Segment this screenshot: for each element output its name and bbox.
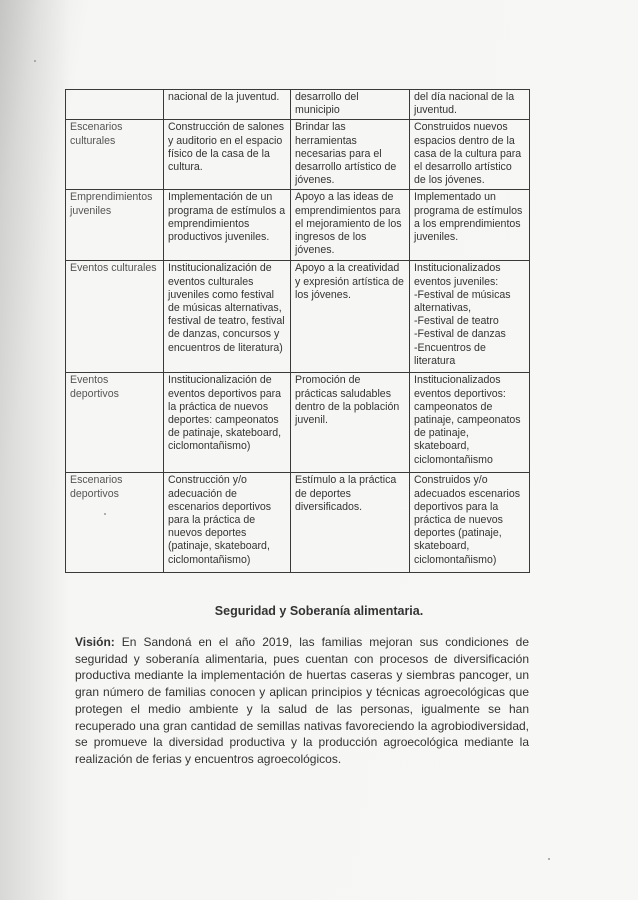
category-cell [66,90,164,120]
scan-speck [104,513,106,515]
table-row [66,261,530,373]
scan-speck [34,60,36,62]
program-cell: Institucionalización de eventos deportivos para la práctica de nuevos deportes: campeonatos de patinaje, skateboard, ciclomontañismo) [164,373,291,473]
goal-cell: del día nacional de la juventud. [410,90,530,120]
program-cell: nacional de la juventud. [164,90,291,120]
scan-speck [548,858,550,860]
page-fold-shadow [0,0,70,900]
table-row [66,190,530,261]
objective-cell: Apoyo a las ideas de emprendimientos para el mejoramiento de los ingresos de los jóvenes. [291,190,410,261]
objective-cell: Promoción de prácticas saludables dentro de la población juvenil. [291,373,410,473]
objective-cell: Apoyo a la creatividad y expresión artística de los jóvenes. [291,261,410,373]
category-cell: Escenarios culturales [66,120,164,190]
category-cell: Eventos culturales [66,261,164,373]
table-row [66,373,530,473]
youth-plan-table [65,89,530,573]
section-title: Seguridad y Soberanía alimentaria. [214,604,424,618]
category-cell: Eventos deportivos [66,373,164,473]
category-cell: Escenarios deportivos [66,473,164,573]
program-cell: Construcción de salones y auditorio en el espacio físico de la casa de la cultura. [164,120,291,190]
category-cell: Emprendimientos juveniles [66,190,164,261]
program-cell: Construcción y/o adecuación de escenarios deportivos para la práctica de nuevos deportes (patinaje, skateboard, ciclomontañismo) [164,473,291,573]
table-row [66,120,530,190]
objective-cell: Estímulo a la práctica de deportes diversificados. [291,473,410,573]
vision-label: Visión: [75,635,115,649]
table-row [66,473,530,573]
program-cell: Institucionalización de eventos culturales juveniles como festival de músicas alternativas, festival de teatro, festival de danzas, concursos y encuentros de literatura) [164,261,291,373]
goal-cell: Construidos nuevos espacios dentro de la casa de la cultura para el desarrollo artístico de los jóvenes. [410,120,530,190]
objective-cell: Brindar las herramientas necesarias para el desarrollo artístico de jóvenes. [291,120,410,190]
goal-cell: Construidos y/o adecuados escenarios deportivos para la práctica de nuevos deportes (patinaje, skateboard, ciclomontañismo) [410,473,530,573]
goal-cell: Institucionalizados eventos juveniles: -Festival de músicas alternativas, -Festival de teatro -Festival de danzas -Encuentros de literatura [410,261,530,373]
vision-paragraph [75,634,529,768]
objective-cell: desarrollo del municipio [291,90,410,120]
table-row [66,90,530,120]
goal-cell: Institucionalizados eventos deportivos: campeonatos de patinaje, campeonatos de patinaje, skateboard, ciclomontañismo [410,373,530,473]
goal-cell: Implementado un programa de estímulos a los emprendimientos juveniles. [410,190,530,261]
vision-text: En Sandoná en el año 2019, las familias mejoran sus condiciones de seguridad y soberanía alimentaria, pues cuentan con procesos de diversificación productiva mediante la implementación de huertas caseras y siembras pancoger, un gran número de familias conocen y aplican principios y técnicas agroecológicas que protegen el medio ambiente y la salud de las personas, igualmente se han recuperado una gran cantidad de semillas nativas favoreciendo la agrobiodiversidad, se promueve la diversidad productiva y la producción agroecológica mediante la realización de ferias y encuentros agroecológicos. [75,635,529,766]
program-cell: Implementación de un programa de estímulos a emprendimientos productivos juveniles. [164,190,291,261]
